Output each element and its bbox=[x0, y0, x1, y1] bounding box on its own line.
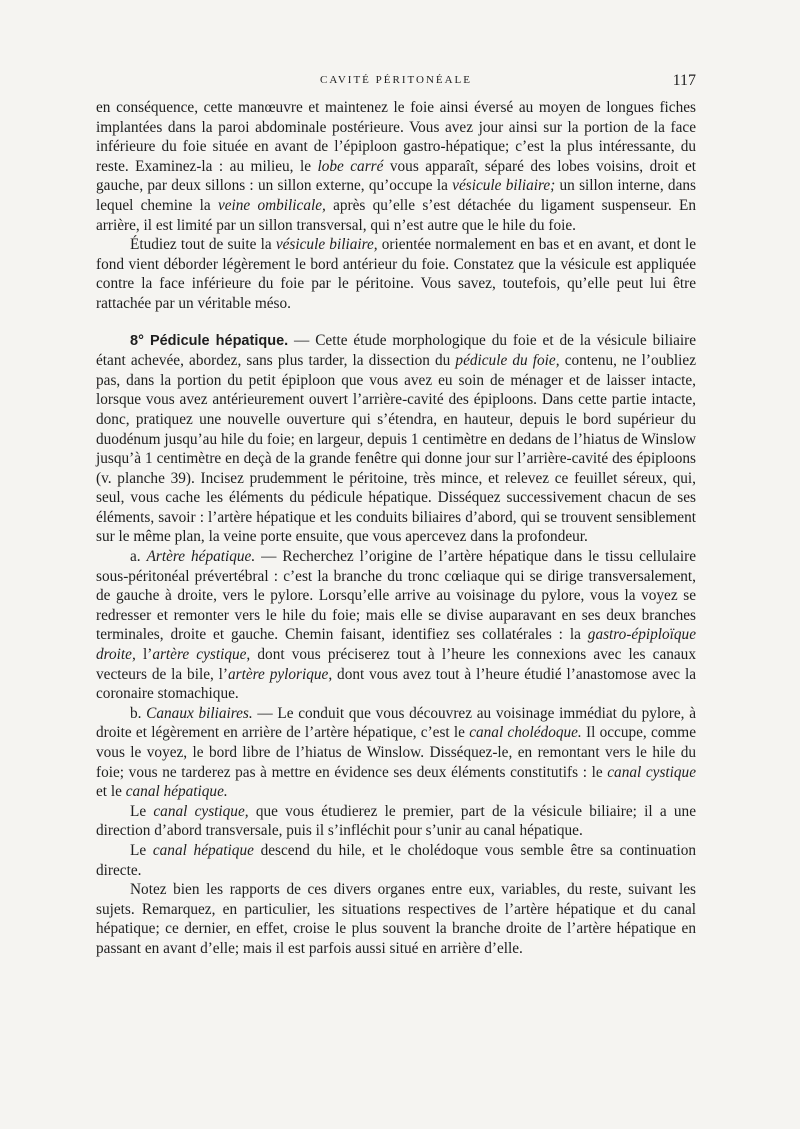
paragraph-gallbladder bbox=[96, 235, 696, 313]
text-run: orientée normalement en bas et en avant, et dont le fond vient déborder légèrement le bord antérieur du foie. Constatez que la vésicule est appliquée contre la face inférieure du foie par le péritoine. Vous savez, toutefois, qu’elle peut lui être rattachée par un véritable méso. bbox=[96, 236, 696, 312]
italic-term: canal cholédoque. bbox=[469, 724, 582, 742]
italic-term: Artère hépatique. bbox=[146, 548, 256, 566]
text-run: descend du hile, et le cholédoque vous semble être sa continuation directe. bbox=[96, 841, 697, 879]
paragraph-hepatic-duct bbox=[96, 841, 696, 880]
text-run: l’ bbox=[135, 646, 153, 664]
italic-term: canal cystique, bbox=[153, 802, 249, 820]
text-run: Il occupe, comme vous le voyez, le bord libre de l’hiatus de Winslow. Disséquez-le, en remontant vers le hile du foie; vous ne tarderez pas à mettre en évidence ses deux éléments constitutifs : le bbox=[96, 724, 696, 781]
text-run: a. bbox=[130, 548, 147, 566]
italic-term: artère pylorique, bbox=[228, 665, 333, 683]
italic-term: vésicule biliaire, bbox=[275, 236, 378, 254]
text-run: — Cette étude morphologique du foie et de la vésicule biliaire étant achevée, abordez, sans plus tarder, la dissection du bbox=[96, 331, 697, 370]
italic-term: canal hépatique bbox=[152, 841, 254, 859]
italic-term: artère cystique, bbox=[152, 646, 251, 664]
running-title: CAVITÉ PÉRITONÉALE bbox=[319, 74, 472, 86]
text-run: après qu’elle s’est détachée du ligament suspenseur. En arrière, il est limité par un sillon transversal, qui n’est autre que le hile du foie. bbox=[96, 196, 696, 234]
page-header bbox=[96, 72, 696, 94]
text-run: dont vous préciserez tout à l’heure les connexions avec les canaux vecteurs de la bile, l’ bbox=[96, 646, 696, 683]
text-run: Étudiez tout de suite la bbox=[130, 236, 276, 254]
text-run: Notez bien les rapports de ces divers organes entre eux, variables, du reste, suivant les sujets. Remarquez, en particulier, les situations respectives de l’artère hépatique et du canal hépatique; ce dernier, en effet, croise le plus souvent la branche droite de l’artère hépatique en passant en avant d’elle; mais il est parfois aussi situé en arrière d’elle. bbox=[96, 881, 696, 957]
text-run: — Recherchez l’origine de l’artère hépatique dans le tissu cellulaire sous-péritonéal prévertébral : c’est la branche du tronc cœliaque qui se dirige transversalement, de gauche à droite, vers le pylore. Lorsqu’elle arrive au voisinage du pylore, vous la voyez se redresser et remonter vers le hile du foie; mais elle se divise auparavant en ses deux branches terminales, droite et gauche. Chemin faisant, identifiez ses collatérales : la bbox=[96, 548, 696, 644]
paragraph-cystic-duct bbox=[96, 802, 696, 841]
italic-term: pédicule du foie, bbox=[455, 352, 560, 370]
paragraph-relations bbox=[96, 880, 696, 958]
text-run: Le bbox=[130, 841, 153, 859]
italic-term: canal cystique bbox=[607, 763, 696, 781]
text-run: et le bbox=[96, 783, 126, 801]
italic-term: lobe carré bbox=[317, 157, 384, 175]
italic-term: gastro-épiploïque droite, bbox=[96, 626, 696, 664]
italic-term: vésicule biliaire; bbox=[452, 177, 556, 195]
page-number: 117 bbox=[672, 72, 696, 89]
text-run: en conséquence, cette manœuvre et maintenez le foie ainsi éversé au moyen de longues fiches implantées dans la paroi abdominale postérieure. Vous avez jour ainsi sur la portion de la face inférieure du foie située en avant de l’épiploon gastro-hépatique; c’est la plus intéressante, du reste. Examinez-la : au milieu, le bbox=[96, 99, 696, 175]
paragraph-hepatic-artery bbox=[96, 547, 696, 704]
page-body bbox=[96, 98, 696, 959]
text-run: b. bbox=[130, 704, 147, 722]
paragraph-hepatic-pedicle bbox=[96, 331, 696, 548]
text-run: un sillon interne, dans lequel chemine la bbox=[96, 177, 696, 214]
paragraph-liver-inferior-face bbox=[96, 98, 696, 235]
text-run: vous apparaît, séparé des lobes voisins, droit et gauche, par deux sillons : un sillon externe, qu’occupe la bbox=[96, 157, 696, 195]
text-run: — Le conduit que vous découvrez au voisinage immédiat du pylore, à droite et légèrement en arrière de l’artère hépatique, c’est le bbox=[96, 704, 696, 742]
section-title: 8° Pédicule hépatique. bbox=[130, 332, 289, 349]
text-run: que vous étudierez le premier, part de la vésicule biliaire; il a une direction d’abord transversale, puis il s’infléchit pour s’unir au canal hépatique. bbox=[96, 802, 696, 840]
text-run: dont vous avez tout à l’heure étudié l’anastomose avec la coronaire stomachique. bbox=[96, 665, 697, 703]
paragraph-bile-ducts bbox=[96, 704, 696, 802]
italic-term: Canaux biliaires. bbox=[146, 704, 253, 722]
text-run: contenu, ne l’oubliez pas, dans la portion du petit épiploon que vous avez eu soin de ménager et de laisser intacte, lorsque vous avez antérieurement ouvert l’arrière-cavité des épiploons. Dans cette partie intacte, donc, pratiquez une nouvelle ouverture qui s’étendra, en hauteur, depuis le bord supérieur du duodénum jusqu’au hile du foie; en largeur, depuis 1 centimètre en dedans de l’hiatus de Winslow jusqu’à 1 centimètre en deçà de la grande fenêtre qui donne jour sur l’arrière-cavité des épiploons (v. planche 39). Incisez prudemment le péritoine, très mince, et relevez ce feuillet séreux, qui, seul, vous cache les éléments du pédicule hépatique. Disséquez successivement chacun de ses éléments, savoir : l’artère hépatique et les conduits biliaires d’abord, qui se trouvent sensiblement sur le même plan, la veine porte ensuite, que vous apercevez dans la profondeur. bbox=[96, 352, 696, 546]
italic-term: veine ombilicale, bbox=[217, 196, 326, 214]
text-run: Le bbox=[130, 802, 154, 820]
italic-term: canal hépatique. bbox=[125, 783, 228, 801]
